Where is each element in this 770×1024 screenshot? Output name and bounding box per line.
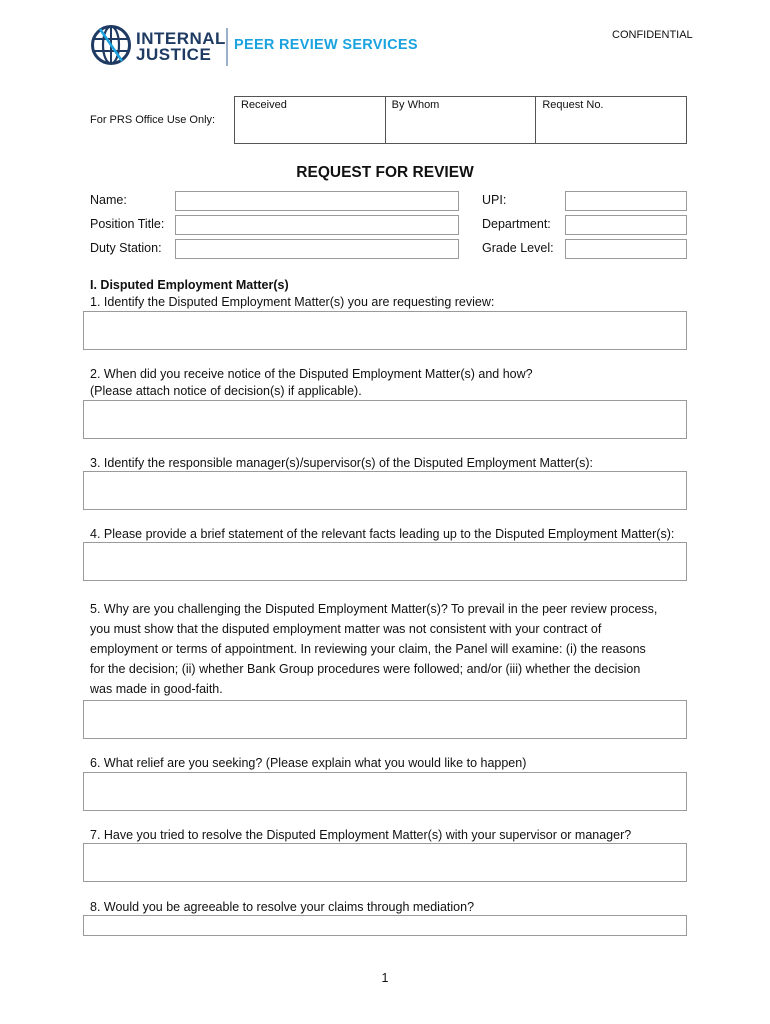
duty-station-label: Duty Station: [90, 241, 162, 255]
logo-divider [226, 28, 228, 66]
position-title-input[interactable] [175, 215, 459, 235]
question-7: 7. Have you tried to resolve the Disputed Employment Matter(s) with your supervisor or manager? [90, 828, 632, 842]
confidential-label: CONFIDENTIAL [612, 29, 693, 41]
grade-level-input[interactable] [565, 239, 687, 259]
question-5-line-4: for the decision; (ii) whether Bank Group procedures were followed; and/or (iii) whether the decision [90, 662, 641, 676]
question-5-line-3: employment or terms of appointment. In reviewing your claim, the Panel will examine: (i) the reasons [90, 642, 646, 656]
name-label: Name: [90, 193, 127, 207]
globe-icon [90, 24, 132, 66]
page-title: REQUEST FOR REVIEW [296, 164, 474, 181]
answer-4-input[interactable] [83, 542, 687, 581]
answer-2-input[interactable] [83, 400, 687, 439]
office-use-label: For PRS Office Use Only: [90, 114, 216, 126]
answer-5-input[interactable] [83, 700, 687, 739]
upi-input[interactable] [565, 191, 687, 211]
answer-1-input[interactable] [83, 311, 687, 350]
question-8: 8. Would you be agreeable to resolve your claims through mediation? [90, 900, 475, 914]
office-request-no-cell[interactable]: Request No. [542, 99, 604, 111]
answer-7-input[interactable] [83, 843, 687, 882]
section-heading: I. Disputed Employment Matter(s) [90, 278, 289, 292]
question-6: 6. What relief are you seeking? (Please explain what you would like to happen) [90, 756, 527, 770]
department-label: Department: [482, 217, 551, 231]
duty-station-input[interactable] [175, 239, 459, 259]
question-5-line-5: was made in good-faith. [90, 682, 223, 696]
answer-3-input[interactable] [83, 471, 687, 510]
upi-label: UPI: [482, 193, 507, 207]
answer-6-input[interactable] [83, 772, 687, 811]
answer-8-input[interactable] [83, 915, 687, 936]
logo-text-internal: INTERNAL [136, 29, 226, 48]
question-4: 4. Please provide a brief statement of the relevant facts leading up to the Disputed Employment Matter(s): [90, 527, 675, 541]
question-5-line-1: 5. Why are you challenging the Disputed Employment Matter(s)? To prevail in the peer review process, [90, 602, 658, 616]
position-title-label: Position Title: [90, 217, 165, 231]
logo-text-justice: JUSTICE [136, 45, 212, 64]
name-input[interactable] [175, 191, 459, 211]
question-5-line-2: you must show that the disputed employment matter was not consistent with your contract of [90, 622, 602, 636]
office-by-whom-cell[interactable]: By Whom [386, 97, 537, 143]
question-1: 1. Identify the Disputed Employment Matter(s) you are requesting review: [90, 295, 495, 309]
department-input[interactable] [565, 215, 687, 235]
question-2-line-1: 2. When did you receive notice of the Disputed Employment Matter(s) and how? [90, 367, 533, 381]
question-2-line-2: (Please attach notice of decision(s) if applicable). [90, 384, 362, 398]
office-use-table [234, 96, 687, 144]
service-name: PEER REVIEW SERVICES [234, 37, 418, 53]
question-3: 3. Identify the responsible manager(s)/supervisor(s) of the Disputed Employment Matter(s): [90, 456, 593, 470]
grade-level-label: Grade Level: [482, 241, 554, 255]
page-number: 1 [381, 971, 389, 985]
office-received-cell[interactable]: Received [235, 97, 386, 143]
